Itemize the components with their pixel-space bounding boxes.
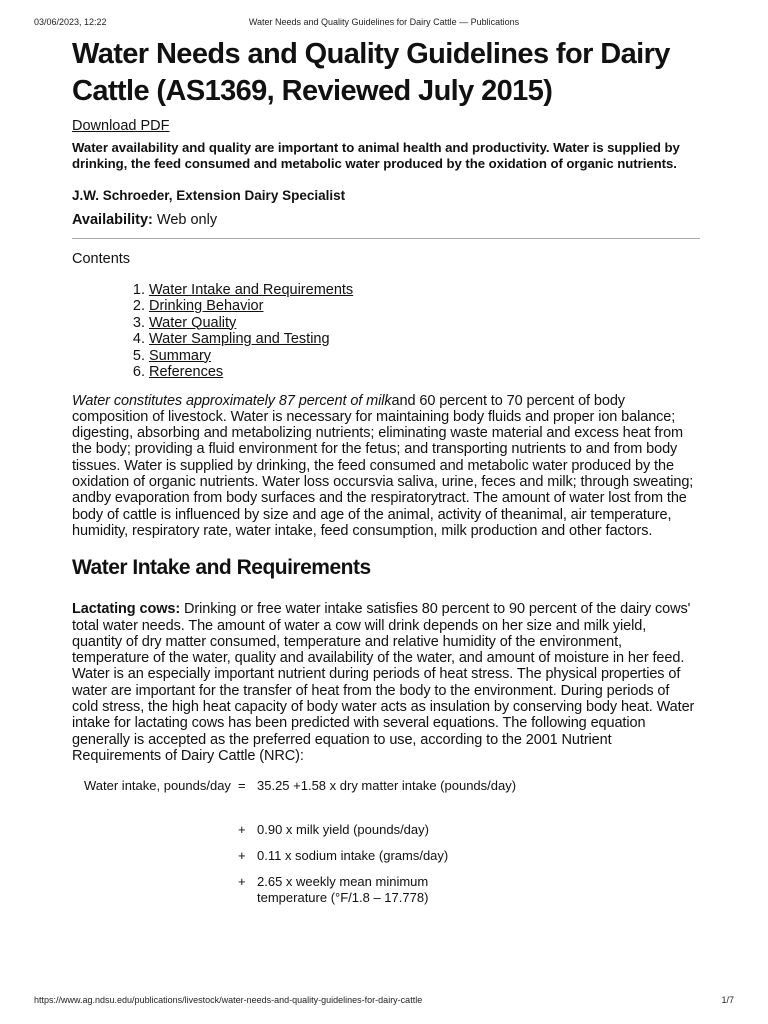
intro-text: and 60 percent to 70 percent of body composition of livestock. Water is necessary for maintaining body fluids and proper ion balance; digesting, absorbing and metabolizing nutrients; eliminating waste material and excess heat from the body; providing a fluid environment for the fetus; and transporting nutrients to and from body tissues. Water is supplied by drinking, the feed consumed and metabolic water produced by the oxidation of organic nutrients. Water loss occursvia saliva, urine, feces and milk; through sweating; andby evaporation from body surfaces and the respiratorytract. The amount of water lost from the body of cattle is influenced by size and age of the animal, activity of theanimal, air temperature, humidity, respiratory rate, water intake, feed consumption, milk production and other factors. bbox=[72, 392, 694, 539]
availability-value: Web only bbox=[156, 211, 218, 228]
availability-label: Availability: bbox=[72, 211, 153, 228]
equation-lhs: Water intake, pounds/day bbox=[84, 778, 231, 794]
lactating-text: Drinking or free water intake satisfies 80 percent to 90 percent of the dairy cows' total water needs. The amount of water a cow will drink depends on her size and milk yield, quantity of dry matter consumed, temperature and relative humidity of the environment, temperature of the water, quality and availability of the water, and amount of moisture in her feed. Water is an especially important nutrient during periods of heat stress. The physical properties of water are important for the transfer of heat from the body to the environment. During periods of cold stress, the high heat capacity of body water acts as insulation by conserving body heat. Water intake for lactating cows has been predicted with several equations. The following equation generally is accepted as the preferred equation to use, according to the 2001 Nutrient Requirements of Dairy Cattle (NRC): bbox=[72, 601, 695, 764]
contents-heading: Contents bbox=[72, 250, 131, 267]
article-summary: Water availability and quality are important to animal health and productivity. Water is supplied by drinking, the feed consumed and metabolic water produced by the oxidation of organic nutrients. bbox=[72, 140, 680, 172]
print-page-title: Water Needs and Quality Guidelines for Dairy Cattle — Publications bbox=[248, 17, 520, 27]
plus-sign: + bbox=[238, 822, 246, 838]
plus-sign: + bbox=[238, 874, 246, 890]
divider bbox=[72, 238, 700, 239]
toc-item bbox=[149, 331, 698, 348]
toc-item bbox=[149, 348, 698, 365]
equation-term-1: 35.25 +1.58 x dry matter intake (pounds/day) bbox=[257, 778, 517, 794]
toc-item bbox=[149, 298, 698, 315]
print-datetime: 03/06/2023, 12:22 bbox=[34, 17, 107, 27]
author-line: J.W. Schroeder, Extension Dairy Specialist bbox=[72, 187, 346, 203]
equals-sign: = bbox=[238, 778, 246, 794]
print-footer bbox=[34, 995, 734, 1005]
lactating-paragraph bbox=[72, 601, 698, 764]
print-header bbox=[34, 17, 734, 27]
toc-item bbox=[149, 315, 698, 332]
toc-link-drinking-behavior[interactable]: Drinking Behavior bbox=[149, 298, 264, 315]
equation-term-3: 0.11 x sodium intake (grams/day) bbox=[257, 848, 449, 864]
page-title: Water Needs and Quality Guidelines for Dairy Cattle (AS1369, Reviewed July 2015) bbox=[72, 38, 670, 107]
intro-paragraph bbox=[72, 393, 698, 540]
table-of-contents bbox=[72, 282, 698, 381]
article bbox=[72, 36, 698, 908]
section-heading: Water Intake and Requirements bbox=[72, 556, 371, 580]
toc-link-water-intake[interactable]: Water Intake and Requirements bbox=[149, 281, 354, 298]
toc-item bbox=[149, 364, 698, 381]
toc-link-summary[interactable]: Summary bbox=[149, 347, 212, 364]
availability-line bbox=[72, 212, 698, 228]
toc-link-water-quality[interactable]: Water Quality bbox=[149, 314, 237, 331]
lactating-label: Lactating cows: bbox=[72, 601, 181, 618]
toc-link-references[interactable]: References bbox=[149, 364, 224, 381]
toc-link-water-sampling[interactable]: Water Sampling and Testing bbox=[149, 331, 330, 348]
equation-term-2: 0.90 x milk yield (pounds/day) bbox=[257, 822, 429, 838]
equation-term-4: 2.65 x weekly mean minimum temperature (°F/1.8 – 17.778) bbox=[257, 874, 429, 906]
page-number: 1/7 bbox=[721, 995, 734, 1005]
plus-sign: + bbox=[238, 848, 246, 864]
intro-italic-text: Water constitutes approximately 87 percent of milk bbox=[72, 392, 392, 409]
toc-item bbox=[149, 282, 698, 299]
download-pdf-link[interactable]: Download PDF bbox=[72, 118, 170, 134]
water-intake-equation bbox=[72, 778, 698, 908]
page-url: https://www.ag.ndsu.edu/publications/livestock/water-needs-and-quality-guidelines-for-dairy-cattle bbox=[34, 995, 423, 1005]
